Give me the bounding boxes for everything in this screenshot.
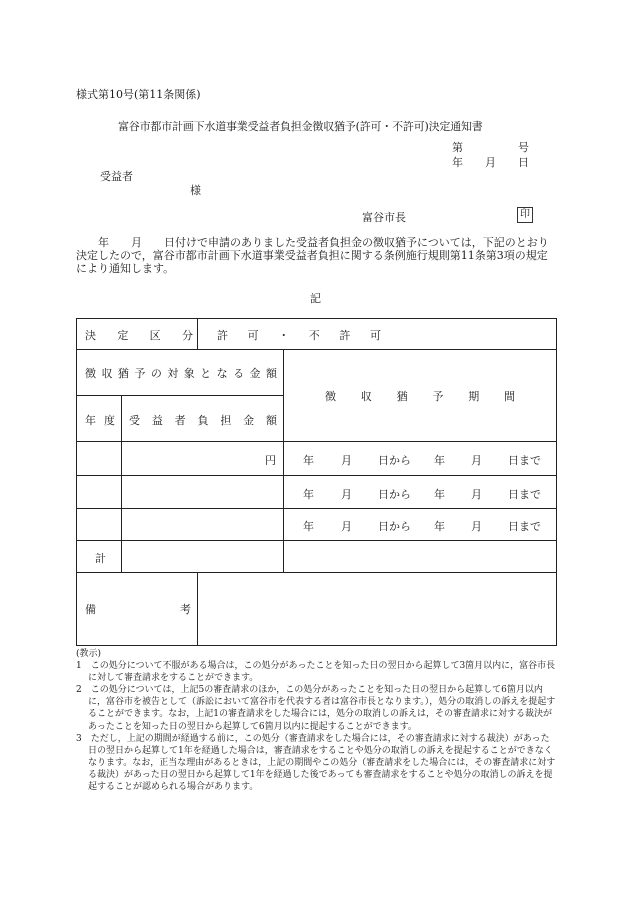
decision-table: 決 定 区 分 許 可 ・ 不 許 可 徴 収 猶 予 の 対 象 と な る 金 額 徴 収 猶 予 期 間 年 度 受 益 者 負 担 金 額 円 年 月 日から 年 月 日まで 年 月 日から 年 月 日まで 年 月 日から 年 月 日まで 計 備 考 bbox=[76, 318, 557, 646]
yen-unit: 円 bbox=[265, 454, 276, 467]
recipient-label: 受益者 bbox=[100, 170, 133, 183]
seal-mark: 印 bbox=[517, 207, 533, 223]
page-title: 富谷市都市計画下水道事業受益者負担金徴収猶予(許可・不許可)決定通知書 bbox=[118, 120, 483, 133]
decision-label: 決 定 区 分 bbox=[85, 329, 193, 342]
decision-value: 許 可 ・ 不 許 可 bbox=[217, 329, 381, 342]
ki-label: 記 bbox=[310, 292, 321, 305]
sama-label: 様 bbox=[190, 184, 201, 197]
remarks-label: 備 考 bbox=[85, 603, 191, 616]
target-amount-label: 徴 収 猶 予 の 対 象 と な る 金 額 bbox=[85, 367, 277, 380]
year-label: 年 度 bbox=[85, 414, 115, 427]
note-item: 2 この処分については，上記5の審査請求のほか，この処分があったことを知った日の翌日から起算して6箇月以内に，富谷市を被告として（訴訟において富谷市を代表する者は富谷市長となります。），処分の取消しの訴えを提起することができます。なお，上記1の審査請求をした場合には，処分の取消しの訴えは，その審査請求に対する裁決があったことを知った日の翌日から起算して6箇月以内に提起することができます。 bbox=[76, 685, 556, 732]
doc-number-label: 第 号 bbox=[452, 141, 529, 154]
body-text: 年 月 日付けで申請のありました受益者負担金の徴収猶予については，下記のとおり決定したので，富谷市都市計画下水道事業受益者負担に関する条例施行規則第11条第3項の規定により通知します。 bbox=[76, 236, 549, 276]
amount-label: 受 益 者 負 担 金 額 bbox=[129, 414, 277, 427]
date-label: 年 月 日 bbox=[452, 156, 529, 169]
period-label: 徴 収 猶 予 期 間 bbox=[325, 390, 515, 403]
notes-heading: (教示) bbox=[76, 649, 102, 659]
form-number: 様式第10号(第11条関係) bbox=[76, 88, 201, 101]
total-label: 計 bbox=[95, 552, 106, 565]
note-item: 3 ただし，上記の期間が経過する前に，この処分（審査請求をした場合には，その審査請求に対する裁決）があった日の翌日から起算して1年を経過した場合は，審査請求をすることや処分の取消しの訴えを提起することができなくなります。なお，正当な理由があるときは，上記の期間やこの処分（審査請求をした場合には，その審査請求に対する裁決）があった日の翌日から起算して1年を経過した後であっても審査請求をすることや処分の取消しの訴えを提起することが認められる場合があります。 bbox=[76, 733, 556, 793]
notes-section bbox=[76, 648, 558, 793]
issuer-label: 富谷市長 bbox=[362, 211, 406, 224]
note-item: 1 この処分について不服がある場合は，この処分があったことを知った日の翌日から起算して3箇月以内に，富谷市長に対して審査請求をすることができます。 bbox=[76, 661, 556, 684]
